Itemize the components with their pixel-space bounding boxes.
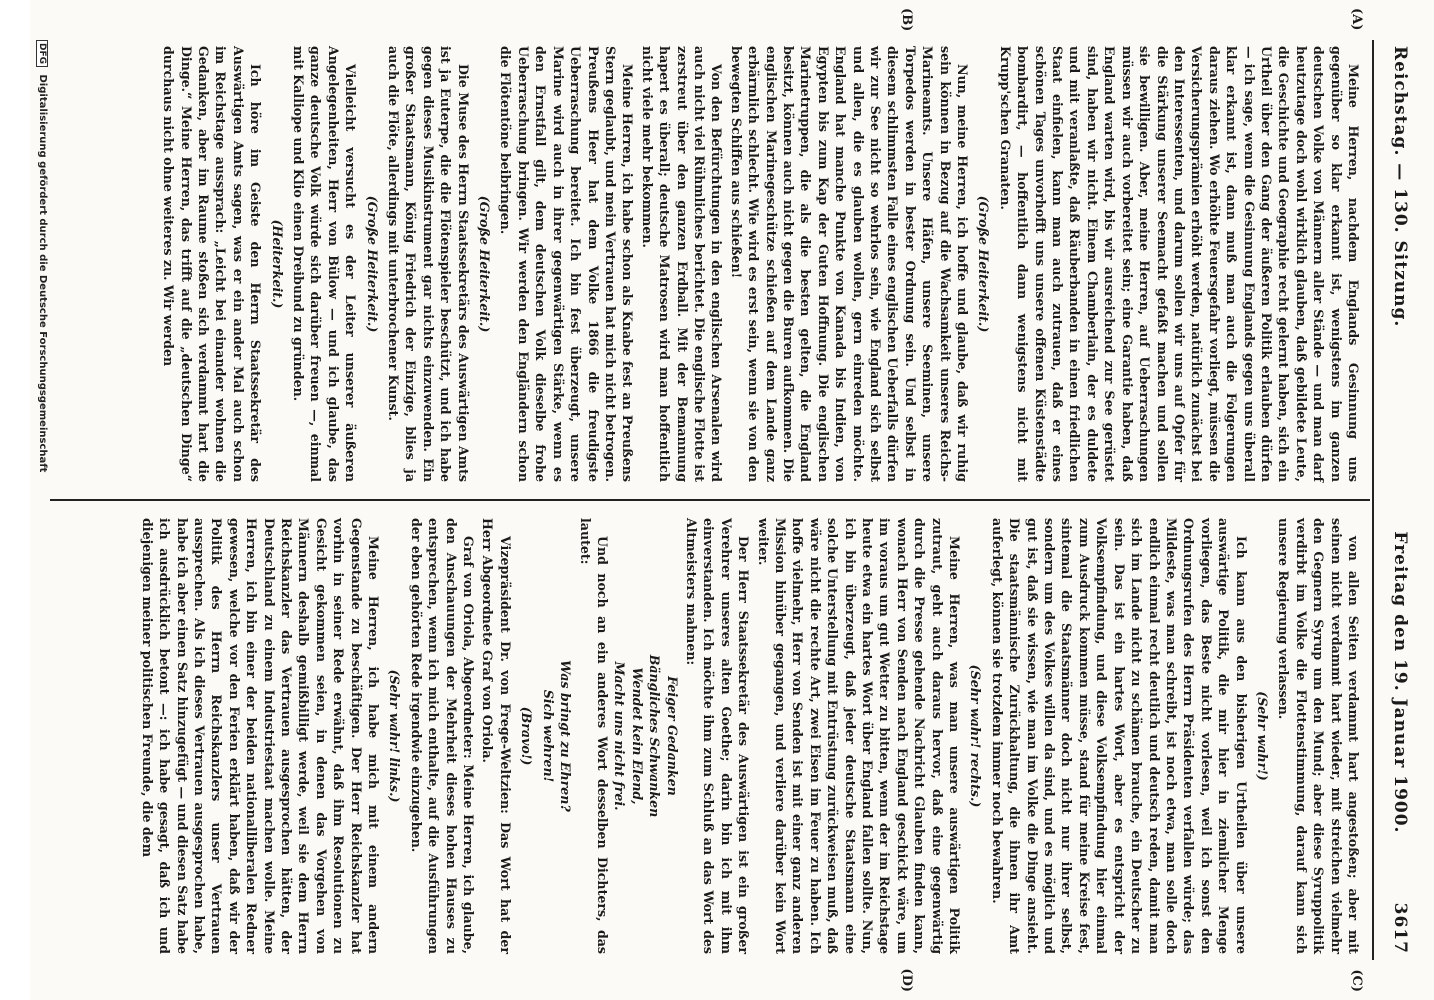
interjection: (Sehr wahr! rechts.) <box>968 664 984 808</box>
left-column <box>158 46 1362 482</box>
verse-line: Bängliches Schwanken <box>647 654 663 818</box>
dfg-logo: DFG <box>36 40 48 67</box>
footer-text: Digitalisierung gefördert durch die Deutsche Forschungsgemeinschaft <box>37 74 48 473</box>
paragraph: Graf von Oriola, Abgeordneter: Meine Herren, ich glaube, den Anschauungen der Mehrheit dieses hohen Hauses zu entsprechen, wenn ich mich enthalte, auf die Ausführungen der eben gehörten Rede irgendwie einzugehen. <box>408 518 477 954</box>
interjection: (Große Heiterkeit.) <box>477 195 493 333</box>
verse-line: Macht uns nicht frei. <box>612 661 628 811</box>
paragraph: Meine Herren, ich habe schon als Knabe fest an Preußens Stern geglaubt, und mein Vertrauen hat mich nicht betrogen. Preußens Heer hat dem Volke 1866 die freudigste Ueberraschung bereitet. Ich bin fest überzeugt, unsere Marine wird auch in ihrer gegenwärtigen Stärke, wenn es den Ernstfall gilt, dem deutschen Volk dieselbe frohe Ueberraschung bringen. Wir werden den Engländern schon die Flötentöne beibringen. <box>498 46 636 482</box>
header-date: Freitag den 19. Januar 1900. <box>1390 531 1410 834</box>
header-right <box>1390 531 1410 954</box>
paragraph: Und noch an ein anderes Wort desselben Dichters, das lautet: <box>577 518 610 954</box>
header-rule <box>1372 40 1374 960</box>
interjection: (Sehr wahr!) <box>1254 691 1270 781</box>
margin-marker-c: (C) <box>1349 969 1364 992</box>
paragraph: Meine Herren, was man unsere auswärtigen Politik zutraut, geht auch daraus hervor, daß eine gegenwärtig durch die Presse gehende Nachricht Glauben finden kann, wonach Herr von Senden nach England geschickt wäre, um im voraus um gut Wetter zu bitten, wenn der im Reichstage heute etwa ein hartes Wort über England fallen sollte. Nun, ich bin überzeugt, daß jeder deutsche Staatsmann eine solche Unterstellung mit Entrüstung zurückweisen muß, daß wäre nicht die rechte Art, zwei Eisen im Feuer zu haben. Ich hoffe vielmehr, Herr von Senden ist mit einer ganz anderen Mission hinüber gegangen, und verliere darüber kein Wort weiter. <box>755 518 963 954</box>
paragraph: Der Herr Staatssekretär des Auswärtigen ist ein großer Verehrer unseres alten Goethe; darin bin ich mit ihm einverstanden. Ich möchte ihm zum Schluß an das Wort des Altmeisters mahnen: <box>683 518 752 954</box>
paragraph: von allen Seiten verdammt hart angestoßen; aber mit seinen nicht verdammt hart wieder, mit streichen vielmehr den Gegnern Syrup um den Mund; aber diese Syruppolitik verdirbt im Volke die Flottenstimmung, darauf kann sich unsere Regierung verlassen. <box>1276 518 1361 954</box>
paragraph: Meine Herren, ich habe mich mit einem andern Gegenstande zu beschäftigen. Der Herr Reichskanzler hat vorhin in seiner Rede erwähnt, daß ihm Resolutionen zu Gesicht gekommen seien, in denen das Vorgehen von Männern deshalb gemißbilligt werde, weil sie dem Herrn Reichskanzler das Vertrauen ausgesprochen hätten, der Deutschland zu einem Industriestaat machen wolle. Meine Herren, ich bin einer der beiden nationalliberalen Redner gewesen, welche vor den Ferien erklärt haben, daß wir der Politik des Herrn Reichskanzlers unser Vertrauen aussprechen. Als ich dieses Vertrauen ausgesprochen habe, habe ich aber einen Satz hinzugefügt — und diesen Satz habe ich ausdrücklich betont —: ich habe gesagt, daß ich und diejenigen meiner politischen Freunde, die dem <box>139 518 382 954</box>
page-footer <box>36 40 48 472</box>
verse-line: Sich wehren! <box>540 689 556 783</box>
column-divider <box>50 499 1370 501</box>
paragraph: Vielleicht versucht es der Leiter unserer äußeren Angelegenheiten, Herr von Bülow — und ich glaube, das ganze deutsche Volk würde sich darüber freuen —, einmal mit Kalliope und Klio einen Dreibund zu gründen. <box>291 46 359 482</box>
paragraph: Nun, meine Herren, ich hoffe und glaube, daß wir ruhig sein können in Bezug auf die Wachsamkeit unseres Reichs-Marineamts. Unsere Häfen, unsere Seeminen, unsere Torpedos werden in bester Ordnung sein. Und selbst in diesem schlimmsten Falle eines englischen Ueberfalls dürfen wir zur See nicht so wehrlos sein, wie England sich selbst und allen, die es glauben wollen, gern einreden möchte. England hat manche Punkte von Kanada bis Indien, von Egypten bis zum Kap der Guten Hoffnung. Die englischen Marinetruppen, die als die besten gelten, die England besitzt, können auch nicht gegen die Buren aufkommen. Die englischen Marinegeschütze schießen auf dem Lande ganz erbärmlich schlecht. Wie wird es erst sein, wenn sie von den bewegten Schiffen aus schießen! <box>728 46 971 482</box>
right-column <box>136 518 1362 954</box>
interjection: (Heiterkeit.) <box>269 219 285 309</box>
interjection: (Große Heiterkeit.) <box>364 195 380 333</box>
document-page <box>30 0 1434 1000</box>
verse-line: Feiger Gedanken <box>664 676 680 796</box>
paragraph: Vizepräsident Dr. von Frege-Weltzien: Das Wort hat der Herr Abgeordnete Graf von Oriola. <box>480 518 513 954</box>
paragraph: Ich kann aus den bisherigen Urtheilen über unsere auswärtige Politik, die mir hier in ziemlicher Menge vorliegen, das Beste nicht vorlesen, weil ich sonst den Ordnungsrufen des Herrn Präsidenten verfallen würde; das Mildeste, was man schreibt, ist noch etwa, man solle doch endlich einmal recht deutlich und deutsch reden, damit man sich im Lande nicht zu schämen brauche, ein Deutscher zu sein. Das ist ein hartes Wort, aber es entspricht der Volksempfindung, und diese Volksempfindung hier einmal zum Ausdruck kommen müsse, stand für meine Kreise fest, sintemal die Staatsmänner doch nicht nur ihrer selbst, sondern um des Volkes willen da sind, und es möglich und gut ist, daß sie wissen, wie man im Volke die Dinge ansieht. Die staatsmännische Zurückhaltung, die ihnen ihr Amt auferlegt, können sie trotzdem immer noch bewahren. <box>989 518 1249 954</box>
page-header <box>1380 40 1416 960</box>
paragraph: Die Muse des Herrn Staatssekretärs des Auswärtigen Amts ist ja Euterpe, die die Flötenspieler beschützt, und ich habe gegen dieses Musikinstrument gar nichts einzuwenden. Ein großer Staatsmann, König Friedrich der Einzige, blies ja auch die Flöte, allerdings mit unterbrochener Kunst. <box>386 46 471 482</box>
paragraph: Meine Herren, nachdem Englands Gesinnung uns gegenüber so klar erkannt ist, wenigstens im ganzen deutschen Volke von Männern aller Stände — und man darf heutzutage doch wohl wirklich glauben, daß gebildete Leute, die Geschichte und Geographie recht gelernt haben, sich ein Urtheil über den Gang der äußeren Politik erlauben dürfen — ich sage, wenn die Gesinnung Englands gegen uns überall klar erkannt ist, dann muß man auch die Folgerungen daraus ziehen. Wo erhöhte Feuersgefahr vorliegt, müssen die Versicherungsprämien erhöht werden, natürlich zunächst bei den Interessenten, und darum sollen wir uns auf Opfer für die Stärkung unserer Seemacht gefaßt machen und sollen sie bewilligen. Aber, meine Herren, auf Ueberraschungen müssen wir auch vorbereitet sein; eine Garantie haben, daß England warten wird, bis wir ausreichend zur See gerüstet sind, haben wir nicht. Einem Chamberlain, der es duldete und mit veranlaßte, daß Räuberbanden in einen friedlichen Staat einfielen, kann man auch zutrauen, daß er eines schönen Tages unvorhofft uns unsere offenen Küstenstädte bombardirt, — hoffentlich dann wenigstens nicht mit Krupp'schen Granaten. <box>997 46 1361 482</box>
interjection: (Sehr wahr! links.) <box>387 669 403 803</box>
margin-marker-a: (A) <box>1349 8 1364 31</box>
margin-marker-b: (B) <box>899 8 914 32</box>
interjection: (Bravo!) <box>519 706 535 766</box>
header-left: Reichstag. — 130. Sitzung. <box>1390 46 1410 328</box>
paragraph: Ich höre im Geiste den Herrn Staatssekretär des Auswärtigen Amts sagen, was er ein ander Mal auch schon im Reichstage aussprach: „Leicht bei einander wohnen die Gedanken, aber im Raume stoßen sich verdammt hart die Dinge.“ Meine Herren, das trifft auf die „deutschen Dinge“ durchaus nicht ohne weiteres zu. Wir werden <box>161 46 264 482</box>
verse-line: Wendet kein Elend, <box>629 667 645 805</box>
page-number: 3617 <box>1390 902 1410 954</box>
interjection: (Große Heiterkeit.) <box>976 195 992 333</box>
margin-marker-d: (D) <box>899 968 914 992</box>
verse-line: Was bringt zu Ehren? <box>558 660 574 812</box>
paragraph: Von den Befürchtungen in den englischen Arsenalen wird auch nicht viel Rühmliches berichtet. Die englische Flotte ist zerstreut über den ganzen Erdball. Mit der Bemannung hapert es überall; deutsche Matrosen wird man hoffentlich nicht viele mehr bekommen. <box>639 46 725 482</box>
